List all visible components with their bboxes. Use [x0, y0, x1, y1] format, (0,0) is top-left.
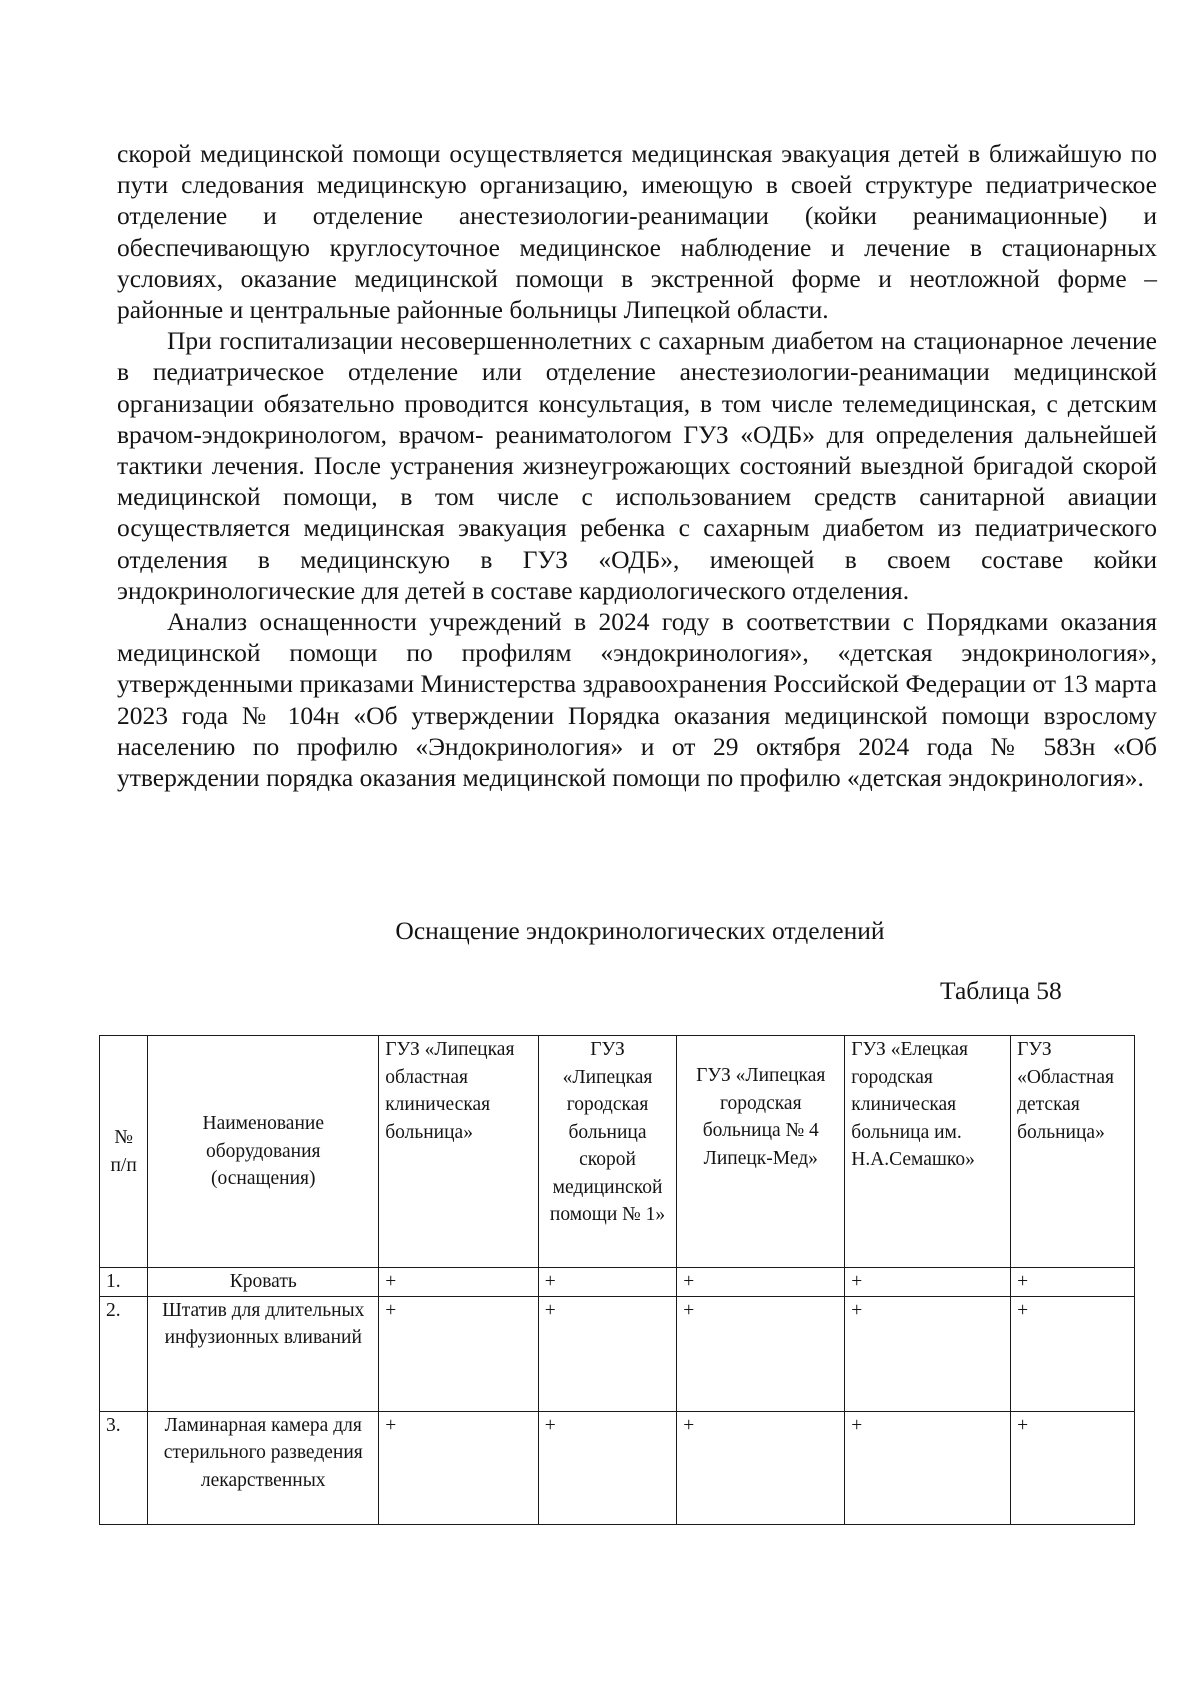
- header-hospital-3: ГУЗ «Липецкая городская больница № 4 Липецк-Мед»: [677, 1036, 845, 1268]
- table-row: [100, 1296, 1135, 1411]
- header-hospital-5: ГУЗ «Областная детская больница»: [1011, 1036, 1135, 1268]
- row-cell: +: [1011, 1296, 1135, 1411]
- row-cell: +: [845, 1411, 1011, 1524]
- row-cell: +: [1011, 1411, 1135, 1524]
- row-cell: +: [677, 1296, 845, 1411]
- row-cell: +: [538, 1296, 677, 1411]
- row-cell: +: [538, 1268, 677, 1297]
- table-row: [100, 1268, 1135, 1297]
- row-equipment-name: Штатив для длительных инфузионных вливаний: [148, 1296, 379, 1411]
- header-num: № п/п: [100, 1036, 148, 1268]
- header-equipment-name: Наименование оборудования (оснащения): [148, 1036, 379, 1268]
- equipment-table: [99, 1035, 1135, 1525]
- row-equipment-name: Кровать: [148, 1268, 379, 1297]
- header-hospital-4: ГУЗ «Елецкая городская клиническая больница им. Н.А.Семашко»: [845, 1036, 1011, 1268]
- row-cell: +: [1011, 1268, 1135, 1297]
- table-caption: Оснащение эндокринологических отделений: [395, 916, 885, 945]
- row-num: 3.: [100, 1411, 148, 1524]
- paragraph-3: Анализ оснащенности учреждений в 2024 году в соответствии с Порядками оказания медицинской помощи по профилям «эндокринология», «детская эндокринология», утвержденными приказами Министерства здравоохранения Российской Федерации от 13 марта 2023 года № 104н «Об утверждении Порядка оказания медицинской помощи взрослому населению по профилю «Эндокринология» и от 29 октября 2024 года № 583н «Об утверждении порядка оказания медицинской помощи по профилю «детская эндокринология».: [117, 607, 1157, 793]
- paragraph-2: При госпитализации несовершеннолетних с сахарным диабетом на стационарное лечение в педиатрическое отделение или отделение анестезиологии-реанимации медицинской организации обязательно проводится консультация, в том числе телемедицинская, с детским врачом-эндокринологом, врачом- реаниматологом ГУЗ «ОДБ» для определения дальнейшей тактики лечения. После устранения жизнеугрожающих состояний выездной бригадой скорой медицинской помощи, в том числе с использованием средств санитарной авиации осуществляется медицинская эвакуация ребенка с сахарным диабетом из педиатрического отделения в медицинскую в ГУЗ «ОДБ», имеющей в своем составе койки эндокринологические для детей в составе кардиологического отделения.: [117, 326, 1157, 605]
- header-hospital-1: ГУЗ «Липецкая областная клиническая больница»: [379, 1036, 539, 1268]
- row-cell: +: [379, 1296, 539, 1411]
- table-number-label: Таблица 58: [940, 976, 1062, 1005]
- row-num: 2.: [100, 1296, 148, 1411]
- row-cell: +: [379, 1411, 539, 1524]
- paragraph-1: скорой медицинской помощи осуществляется медицинская эвакуация детей в ближайшую по пути следования медицинскую организацию, имеющую в своей структуре педиатрическое отделение и отделение анестезиологии-реанимации (койки реанимационные) и обеспечивающую круглосуточное медицинское наблюдение и лечение в стационарных условиях, оказание медицинской помощи в экстренной форме и неотложной форме – районные и центральные районные больницы Липецкой области.: [117, 139, 1157, 325]
- row-equipment-name: Ламинарная камера для стерильного разведения лекарственных: [148, 1411, 379, 1524]
- row-cell: +: [677, 1268, 845, 1297]
- row-cell: +: [379, 1268, 539, 1297]
- table-header-row: [100, 1036, 1135, 1268]
- table-row: [100, 1411, 1135, 1524]
- row-num: 1.: [100, 1268, 148, 1297]
- row-cell: +: [677, 1411, 845, 1524]
- row-cell: +: [845, 1268, 1011, 1297]
- row-cell: +: [538, 1411, 677, 1524]
- header-hospital-2: ГУЗ «Липецкая городская больница скорой медицинской помощи № 1»: [538, 1036, 677, 1268]
- body-text: [117, 138, 1157, 793]
- row-cell: +: [845, 1296, 1011, 1411]
